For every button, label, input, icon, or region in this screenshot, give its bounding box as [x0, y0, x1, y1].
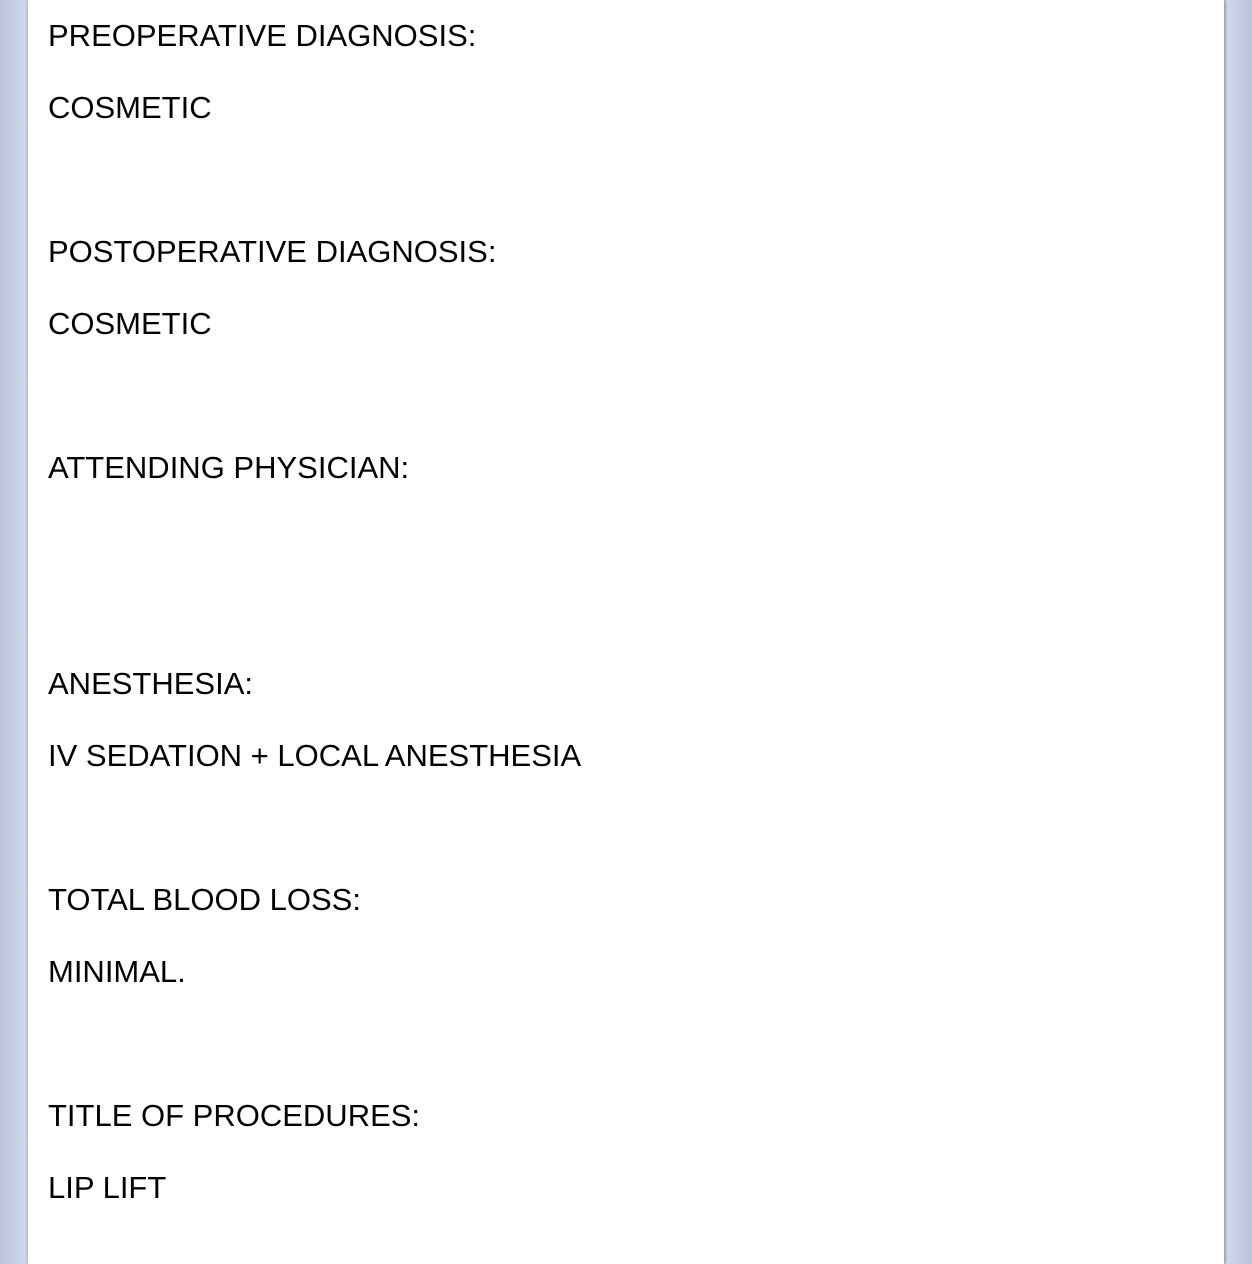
title-of-procedures-heading: TITLE OF PROCEDURES:	[48, 1098, 421, 1133]
total-blood-loss-heading: TOTAL BLOOD LOSS:	[48, 882, 361, 917]
document-page	[28, 0, 1224, 1264]
postoperative-diagnosis-heading: POSTOPERATIVE DIAGNOSIS:	[48, 234, 497, 269]
postoperative-diagnosis-value: COSMETIC	[48, 306, 212, 341]
preoperative-diagnosis-heading: PREOPERATIVE DIAGNOSIS:	[48, 18, 477, 53]
anesthesia-value: IV SEDATION + LOCAL ANESTHESIA	[48, 738, 582, 773]
total-blood-loss-value: MINIMAL.	[48, 954, 186, 989]
preoperative-diagnosis-value: COSMETIC	[48, 90, 212, 125]
title-of-procedures-value: LIP LIFT	[48, 1170, 167, 1205]
attending-physician-heading: ATTENDING PHYSICIAN:	[48, 450, 410, 485]
anesthesia-heading: ANESTHESIA:	[48, 666, 253, 701]
